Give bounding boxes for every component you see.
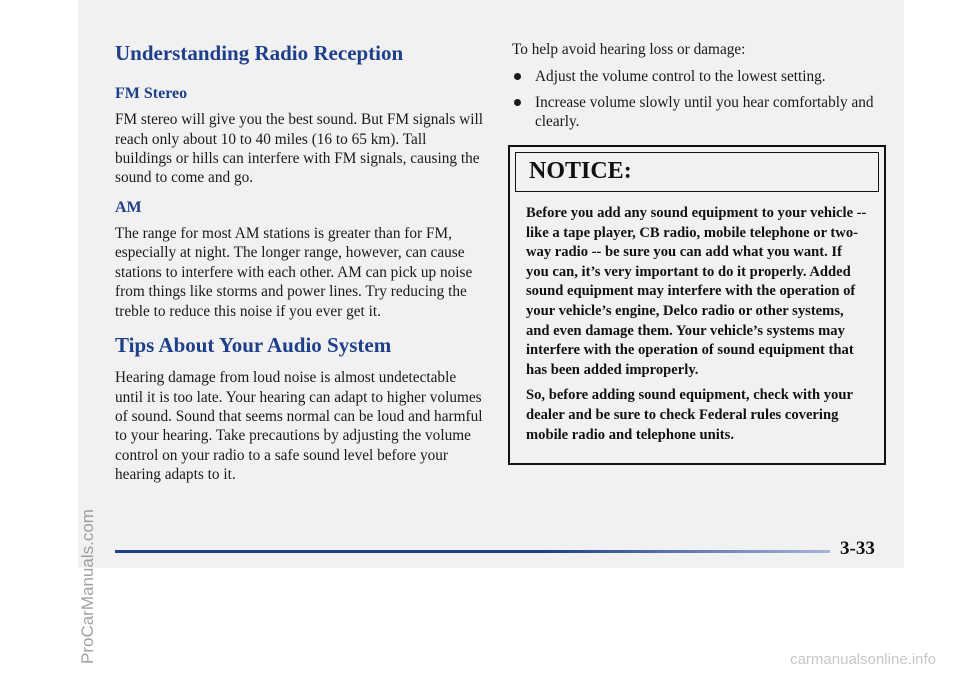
hearing-tips-list [512, 67, 890, 131]
notice-title: NOTICE: [515, 152, 879, 192]
bullet-icon [514, 73, 521, 80]
hearing-intro: To help avoid hearing loss or damage: [512, 41, 746, 58]
left-column [115, 40, 487, 485]
bullet-text: Increase volume slowly until you hear comfortably and clearly. [535, 93, 874, 131]
am-paragraph: The range for most AM stations is greater than for FM, especially at night. The longer range, however, can cause stations to interfere with each other. AM can pick up noise from things like storms and power lines. Try reducing the treble to reduce this noise if you ever get it. [115, 224, 473, 320]
fm-stereo-heading: FM Stereo [115, 85, 188, 103]
notice-paragraph: Before you add any sound equipment to your vehicle -- like a tape player, CB radio, mobile telephone or two-way radio -- be sure you can add what you want. If you can, it’s very important to do it properly. Added sound equipment may interfere with the operation of your vehicle’s engine, Delco radio or other systems, and even damage them. Your vehicle’s systems may interfere with the operation of sound equipment that has been added improperly. [526, 205, 867, 378]
source-link[interactable]: carmanualsonline.info [790, 651, 936, 668]
fm-stereo-paragraph: FM stereo will give you the best sound. But FM signals will reach only about 10 to 40 miles (16 to 65 km). Tall buildings or hills can interfere with FM signals, causing the sound to come and go. [115, 111, 483, 187]
list-item [512, 93, 890, 132]
tips-paragraph: Hearing damage from loud noise is almost undetectable until it is too late. Your hearing can adapt to higher volumes of sound. Sound that seems normal can be loud and harmful to your hearing. Take precautions by adjusting the volume control on your radio to a safe sound level before your hearing adapts to it. [115, 369, 483, 484]
notice-box [508, 145, 886, 465]
am-heading: AM [115, 198, 142, 216]
list-item [512, 67, 890, 86]
bullet-text: Adjust the volume control to the lowest setting. [535, 68, 826, 86]
notice-paragraph: So, before adding sound equipment, check with your dealer and be sure to check Federal rules covering mobile radio and telephone units. [526, 387, 853, 443]
page-number: 3-33 [840, 538, 875, 559]
section-title: Understanding Radio Reception [115, 41, 404, 65]
right-column [512, 40, 890, 138]
footer-rule [115, 550, 830, 553]
bullet-icon [514, 99, 521, 106]
tips-heading: Tips About Your Audio System [115, 332, 392, 357]
notice-body [510, 192, 884, 445]
watermark: ProCarManuals.com [78, 509, 97, 664]
